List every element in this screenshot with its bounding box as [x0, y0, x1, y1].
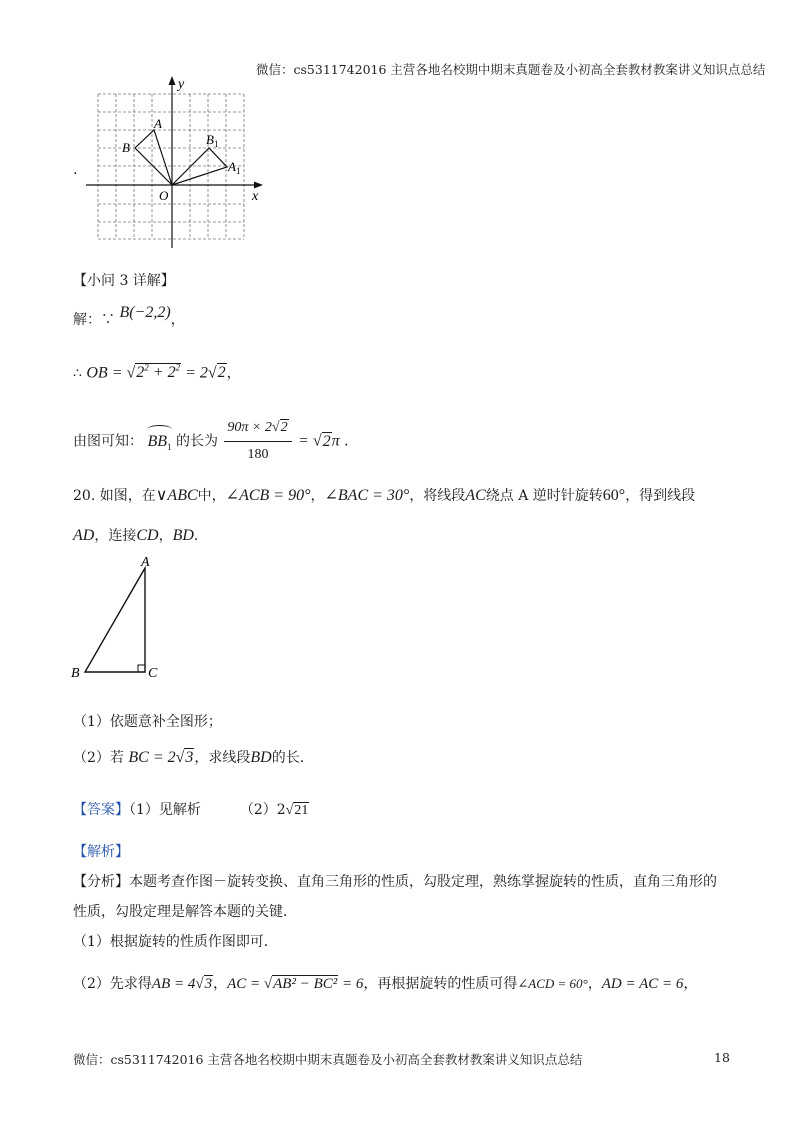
- q20-line1: 20. 如图，在∨ABC中，∠ACB = 90°，∠BAC = 30°，将线段AC绕点 A 逆时针旋转60°，得到线段: [73, 487, 696, 504]
- label-b: B: [122, 140, 130, 155]
- analysis-tag: 【解析】: [73, 844, 129, 860]
- q20-line2: AD，连接CD，BD．: [73, 527, 208, 544]
- q3-line3: 由图可知： $BB_1$ 的长为 $\frac{90\pi \times 2√2}{180}$ = √2π ．: [73, 416, 358, 467]
- analysis-fenxi-line1: 【分析】本题考查作图－旋转变换、直角三角形的性质，勾股定理，熟练掌握旋转的性质，直角三角形的: [73, 874, 717, 890]
- analysis-step2: （2）先求得AB = 4√3，AC = √AB² − BC² = 6，再根据旋转的性质可得∠ACD = 60°，AD = AC = 6，: [73, 976, 698, 992]
- right-angle-mark: [138, 665, 145, 672]
- x-axis-arrow: [254, 182, 263, 189]
- analysis-step1: （1）根据旋转的性质作图即可．: [73, 934, 278, 950]
- q3-line1: 解：∵ B(−2,2)，: [73, 304, 185, 328]
- page-number: 18: [714, 1050, 730, 1065]
- label-x: x: [252, 189, 259, 204]
- label-a: A: [154, 116, 162, 131]
- answer-line: 【答案】（1）见解析 （2）2√21: [73, 802, 309, 818]
- coordinate-figure: [80, 74, 270, 250]
- grid-lines: [98, 94, 244, 239]
- question-number: 20.: [73, 488, 96, 504]
- sub-question-2: （2）若 BC = 2√3，求线段BD的长．: [73, 749, 314, 766]
- stray-dot: .: [73, 162, 78, 178]
- triangle-oa1b1: [172, 148, 227, 185]
- because-symbol: ∵: [101, 312, 115, 328]
- label-y: y: [178, 77, 185, 92]
- y-axis-arrow: [169, 76, 176, 85]
- label-a1: $A_1$: [228, 159, 241, 176]
- arc-length-fraction: $\frac{90\pi \times 2√2}{180}$: [224, 416, 291, 467]
- label-o: O: [159, 188, 169, 203]
- q3-line2: ∴ OB = $√2^2 + 2^2 = 2√2$，: [73, 363, 241, 382]
- answer-tag: 【答案】: [73, 802, 129, 818]
- label-a: A: [141, 555, 150, 570]
- label-c: C: [148, 666, 158, 681]
- triangle-abc: [85, 568, 145, 672]
- triangle-oab: [135, 130, 172, 185]
- therefore-symbol: ∴: [73, 365, 82, 382]
- label-b: B: [71, 666, 80, 681]
- q3-heading: 【小问 3 详解】: [73, 273, 175, 289]
- page-header: 微信：cs5311742016 主营各地名校期中期末真题卷及小初高全套教材教案讲义知识点总结: [256, 62, 766, 77]
- page-footer: 微信：cs5311742016 主营各地名校期中期末真题卷及小初高全套教材教案讲义知识点总结: [73, 1052, 583, 1067]
- triangle-figure: [68, 552, 168, 684]
- sub-question-1: （1）依题意补全图形；: [73, 714, 222, 730]
- analysis-fenxi-line2: 性质，勾股定理是解答本题的关键．: [73, 904, 297, 920]
- arc-label: BB: [147, 432, 167, 450]
- label-b1: $B_1$: [206, 132, 219, 149]
